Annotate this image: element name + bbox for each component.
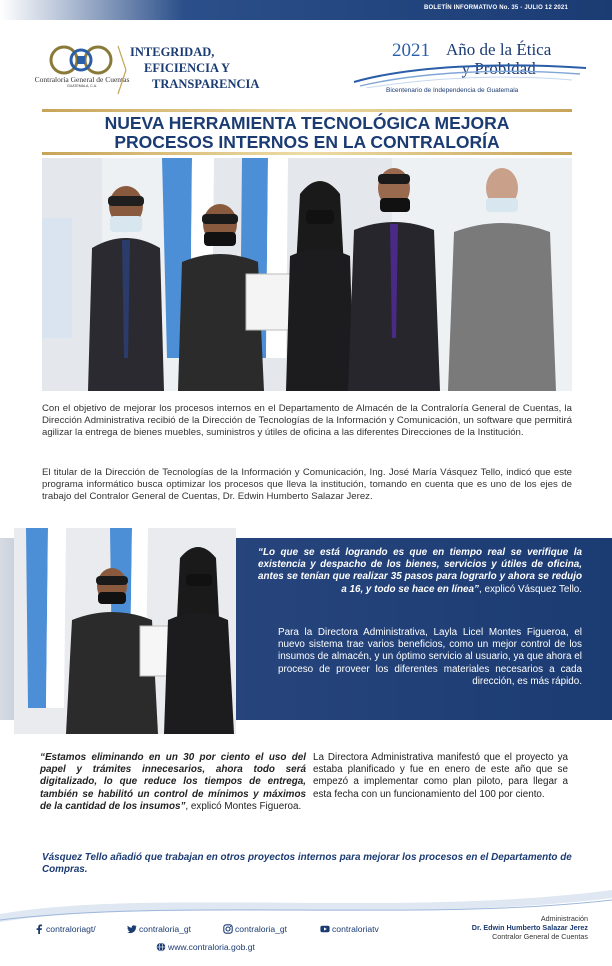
group-photo [42,158,572,391]
youtube-link[interactable] [320,924,379,934]
closing-paragraph: Vásquez Tello añadió que trabajan en otros proyectos internos para mejorar los procesos en el Departamento de Compras. [42,852,572,876]
article-title [42,114,572,152]
twitter-link[interactable] [127,924,191,934]
website-url: www.contraloria.gob.gt [168,942,255,952]
website-link[interactable] [156,942,255,952]
twitter-icon [127,924,137,934]
title-rule-bottom [42,152,572,155]
youtube-handle: contraloriatv [332,924,379,934]
article-title-line-2: PROCESOS INTERNOS EN LA CONTRALORÍA [114,132,500,152]
admin-name: Dr. Edwin Humberto Salazar Jerez [471,923,588,932]
motto-line-3: TRANSPARENCIA [152,77,260,91]
admin-label: Administración [540,914,588,923]
director-paragraph: El titular de la Dirección de Tecnologías de la Información y Comunicación, Ing. José María Vásquez Tello, indicó que este programa informático busca optimizar los procesos que lleva la institución, tomando en cuenta que es uno de los ejes de trabajo del Contralor General de Cuentas, Dr. Edwin Humberto Salazar Jerez. [42,467,572,503]
footer [0,904,612,966]
swoosh-icon [350,58,590,88]
motto-line-1: INTEGRIDAD, [130,45,215,59]
facebook-link[interactable] [34,924,96,934]
admin-role: Contralor General de Cuentas [492,932,588,941]
youtube-icon [320,924,330,934]
administration-credit [472,914,588,941]
motto-line-2: EFICIENCIA Y [144,61,231,75]
year-slogan-line-2: y Probidad [461,59,536,78]
montes-quote [40,752,306,813]
instagram-icon [223,924,233,934]
intro-paragraph: Con el objetivo de mejorar los procesos internos en el Departamento de Almacén de la Contraloría General de Cuentas, la Dirección Administrativa recibió de la Dirección de Tecnologías de la Información y Comunicación, un software que permitirá agilizar la entrega de bienes muebles, suministros y útiles de oficina a las diferentes Direcciones de la Institución. [42,403,572,439]
top-bar [0,0,612,20]
facebook-handle: contraloriagt/ [46,924,96,934]
handover-photo-illustration [14,528,236,734]
group-photo-illustration [42,158,572,391]
vasquez-quote [258,547,582,596]
title-rule-top [42,109,572,112]
logo-subcaption: GUATEMALA, C.A. [66,84,98,88]
instagram-link[interactable] [223,924,287,934]
montes-paragraph: Para la Directora Administrativa, Layla Licel Montes Figueroa, el nuevo sistema trae varios beneficios, como un mejor control de los insumos de almacén, y un óptimo servicio al usuario, ya que ahora el proceso de proveer los diferentes materiales necesarios a cada dirección, es más rápido. [278,627,582,687]
institutional-motto [130,44,259,92]
globe-icon [156,942,166,952]
instagram-handle: contraloria_gt [235,924,288,934]
facebook-icon [34,924,44,934]
handover-photo [14,528,236,734]
year-number: 2021 [392,40,430,61]
vasquez-quote-text: “Lo que se está logrando es que en tiempo real se verifique la existencia y despacho de los bienes, servicios y útiles de oficina, antes se tenían que realizar 35 pasos para lograrlo y ahora se redujo a 16, y todo se hace en línea” [258,547,582,595]
bulletin-number: BOLETÍN INFORMATIVO No. 35 - JULIO 12 2021 [424,5,568,11]
montes-quote-attribution: , explicó Montes Figueroa. [185,800,302,812]
article-title-line-1: NUEVA HERRAMIENTA TECNOLÓGICA MEJORA [104,113,510,133]
pilot-paragraph: La Directora Administrativa manifestó que el proyecto ya estaba planificado y fue en enero de este año que se empezó a implementar como plan piloto, para llegar a esta fecha con un funcionamiento del 100 por ciento. [313,752,568,800]
vasquez-quote-attribution: , explicó Vásquez Tello. [478,583,582,595]
twitter-handle: contraloria_gt [139,924,192,934]
year-slogan-line-1: Año de la Ética [446,40,552,59]
bicentennial-caption: Bicentenario de Independencia de Guatemala [386,87,519,94]
logo-caption: Contraloría General de Cuentas [34,75,130,84]
year-of-ethics-logo [350,38,590,100]
montes-quote-text: “Estamos eliminando en un 30 por ciento el uso del papel y trámites innecesarios, ahora todo será digitalizado, lo que reduce los tiempos de entrega, también se habilitó un control de mínimos y máximos de la cantidad de los insumos” [40,752,306,812]
